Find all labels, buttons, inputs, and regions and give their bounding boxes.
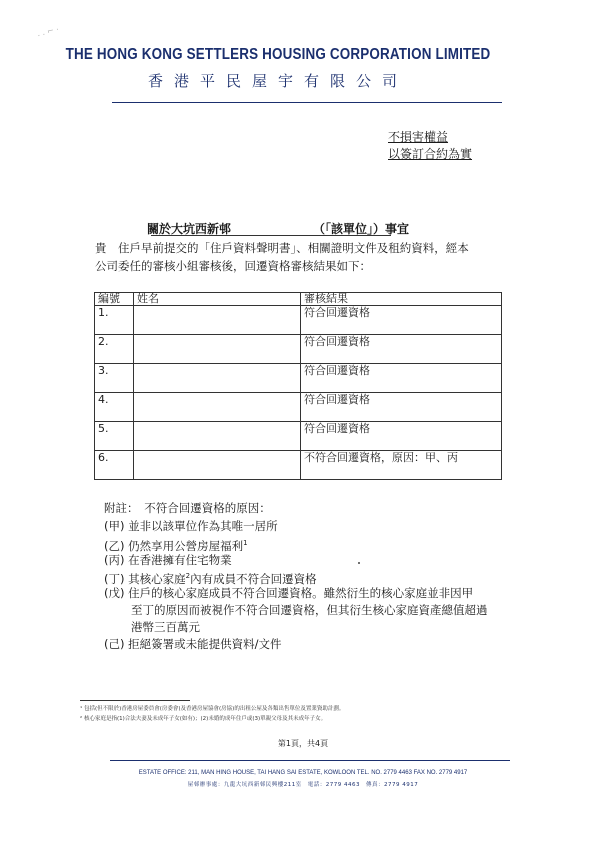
page-number: 第1頁，共4頁 — [277, 739, 329, 748]
footer-address-zh: 屋邨辦事處：九龍大坑西新邨民興樓211室 電話：2779 4463 傳真：2779 4917 — [187, 782, 419, 788]
row-number: 3. — [95, 364, 134, 393]
subject-suffix: （「該單位」）事宜 — [313, 222, 410, 236]
row-number: 6. — [95, 451, 134, 480]
note-item-continued: 至丁的原因而被視作不符合回遷資格，但其衍生核心家庭資產總值超過 — [131, 603, 488, 617]
intro-line-1: 貴 住戶早前提交的「住戶資料聲明書」、相關證明文件及租約資料，經本 — [95, 241, 469, 255]
note-item-continued: 港幣三百萬元 — [131, 620, 200, 634]
row-name — [134, 306, 301, 335]
footer-address-en: ESTATE OFFICE: 211, MAN HING HOUSE, TAI HANG SAI ESTATE, KOWLOON TEL. NO. 2779 4463 FAX NO. 2779 4917 — [138, 770, 468, 776]
row-result: 符合回遷資格 — [301, 393, 502, 422]
subject-underline — [151, 235, 391, 236]
footnote-1: ¹ 包括(但不限於)香港房屋委員會(房委會)及香港房屋協會(房協)的出租公屋及各類出售單位及置業資助計劃。 — [80, 706, 345, 712]
table-row — [95, 393, 502, 422]
company-name-zh: 香港平民屋宇有限公司 — [147, 72, 408, 90]
letterhead-rule — [112, 102, 502, 103]
note-item: (丙) 在香港擁有住宅物業 — [104, 553, 232, 567]
row-name — [134, 364, 301, 393]
row-result: 不符合回遷資格，原因：甲、丙 — [301, 451, 502, 480]
footer-rule — [110, 760, 510, 761]
row-name — [134, 335, 301, 364]
row-result: 符合回遷資格 — [301, 306, 502, 335]
footnote-ref-1: 1 — [243, 539, 248, 547]
results-table — [94, 292, 502, 480]
note-item-text: (乙) 仍然享用公營房屋福利 — [104, 538, 244, 553]
header-name: 姓名 — [134, 293, 301, 306]
notice-line-2: 以簽訂合約為實 — [388, 147, 473, 161]
row-result: 符合回遷資格 — [301, 422, 502, 451]
intro-line-2: 公司委任的審核小組審核後，回遷資格審核結果如下： — [95, 259, 371, 273]
row-number: 4. — [95, 393, 134, 422]
table-row — [95, 451, 502, 480]
note-item: (戊) 住戶的核心家庭成員不符合回遷資格。雖然衍生的核心家庭並非因甲 — [104, 586, 474, 600]
row-number: 5. — [95, 422, 134, 451]
table-row — [95, 364, 502, 393]
row-number: 1. — [95, 306, 134, 335]
table-row — [95, 306, 502, 335]
note-item: (己) 拒絕簽署或未能提供資料/文件 — [104, 637, 282, 651]
row-number: 2. — [95, 335, 134, 364]
scan-marks: . . ⌐ · — [36, 24, 60, 39]
company-name-en: THE HONG KONG SETTLERS HOUSING CORPORATION LIMITED — [65, 46, 491, 63]
row-result: 符合回遷資格 — [301, 364, 502, 393]
table-row — [95, 335, 502, 364]
row-name — [134, 422, 301, 451]
scan-speck — [358, 562, 360, 564]
header-result: 審核結果 — [301, 293, 502, 306]
note-item: (甲) 並非以該單位作為其唯一居所 — [104, 519, 278, 533]
table-row — [95, 422, 502, 451]
footnote-ref-2: 2 — [185, 572, 191, 580]
footnote-rule — [80, 700, 190, 701]
footnote-2: ² 核心家庭是指(1)合法夫妻及未成年子女(如有)；(2)未婚的成年住戶或(3)單親父母及其未成年子女。 — [80, 716, 327, 722]
note-item-text: (丁) 其核心家庭 — [104, 571, 186, 586]
notes-heading: 附註： 不符合回遷資格的原因： — [104, 501, 271, 515]
row-name — [134, 393, 301, 422]
row-name — [134, 451, 301, 480]
header-number: 編號 — [95, 293, 134, 306]
note-item-rest: 內有成員不符合回遷資格 — [190, 571, 317, 586]
row-result: 符合回遷資格 — [301, 335, 502, 364]
table-header-row — [95, 293, 502, 306]
subject-prefix: 關於大坑西新邨 — [147, 222, 232, 236]
notice-line-1: 不損害權益 — [388, 130, 449, 144]
